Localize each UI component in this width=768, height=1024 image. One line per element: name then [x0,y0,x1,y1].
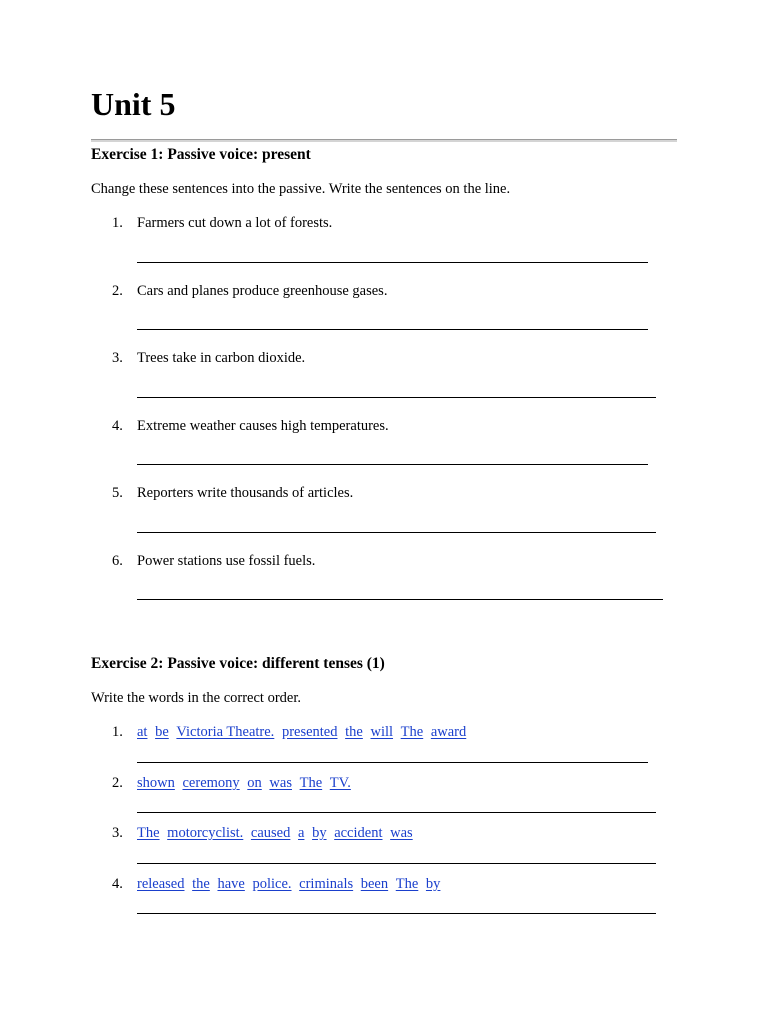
word-bank [137,874,440,894]
word-chip[interactable]: The [137,825,160,841]
word-chip[interactable]: released [137,876,185,892]
item-number: 4. [112,418,123,434]
word-chip[interactable]: will [370,724,394,740]
exercise-1-heading: Exercise 1: Passive voice: present [91,146,311,163]
item-sentence: Power stations use fossil fuels. [137,553,316,569]
answer-line[interactable] [137,599,663,600]
word-chip[interactable]: police. [252,876,292,892]
exercise-2-instruction: Write the words in the correct order. [91,690,301,706]
word-chip[interactable]: ceremony [182,775,240,791]
word-bank [137,722,466,742]
word-chip[interactable]: have [217,876,245,892]
word-chip[interactable]: a [298,825,305,841]
word-chip[interactable]: caused [250,825,291,841]
item-sentence: Trees take in carbon dioxide. [137,350,306,366]
item-number: 1. [112,215,123,231]
word-chip[interactable]: was [269,775,292,791]
item-number: 1. [112,724,123,740]
answer-line[interactable] [137,863,656,864]
word-bank [137,823,413,843]
item-sentence: Cars and planes produce greenhouse gases. [137,283,388,299]
word-chip[interactable]: TV. [329,775,351,791]
word-chip[interactable]: accident [334,825,383,841]
word-chip[interactable]: the [345,724,363,740]
word-chip[interactable]: The [299,775,323,791]
item-number: 3. [112,350,123,366]
answer-line[interactable] [137,812,656,813]
word-chip[interactable]: been [360,876,389,892]
item-number: 2. [112,775,123,791]
answer-line[interactable] [137,262,648,263]
title-divider [91,139,677,142]
word-chip[interactable]: presented [281,724,338,740]
word-chip[interactable]: Victoria Theatre. [176,724,275,740]
word-bank [137,773,351,793]
answer-line[interactable] [137,762,648,763]
word-chip[interactable]: The [400,724,424,740]
item-sentence: Farmers cut down a lot of forests. [137,215,333,231]
item-number: 4. [112,876,123,892]
exercise-2-heading: Exercise 2: Passive voice: different tenses (1) [91,655,385,672]
item-number: 2. [112,283,123,299]
word-chip[interactable]: the [192,876,210,892]
item-sentence: Reporters write thousands of articles. [137,485,354,501]
answer-line[interactable] [137,913,656,914]
answer-line[interactable] [137,464,648,465]
word-chip[interactable]: on [247,775,262,791]
answer-line[interactable] [137,397,656,398]
word-chip[interactable]: be [155,724,169,740]
item-number: 3. [112,825,123,841]
word-chip[interactable]: by [425,876,441,892]
answer-line[interactable] [137,329,648,330]
item-sentence: Extreme weather causes high temperatures. [137,418,389,434]
word-chip[interactable]: motorcyclist. [167,825,244,841]
word-chip[interactable]: was [390,825,413,841]
item-number: 5. [112,485,123,501]
word-chip[interactable]: award [430,724,467,740]
word-chip[interactable]: at [137,724,148,740]
answer-line[interactable] [137,532,656,533]
item-number: 6. [112,553,123,569]
word-chip[interactable]: shown [137,775,175,791]
word-chip[interactable]: by [312,825,327,841]
exercise-1-instruction: Change these sentences into the passive. Write the sentences on the line. [91,181,511,197]
word-chip[interactable]: The [395,876,419,892]
word-chip[interactable]: criminals [299,876,354,892]
unit-title: Unit 5 [91,86,176,122]
